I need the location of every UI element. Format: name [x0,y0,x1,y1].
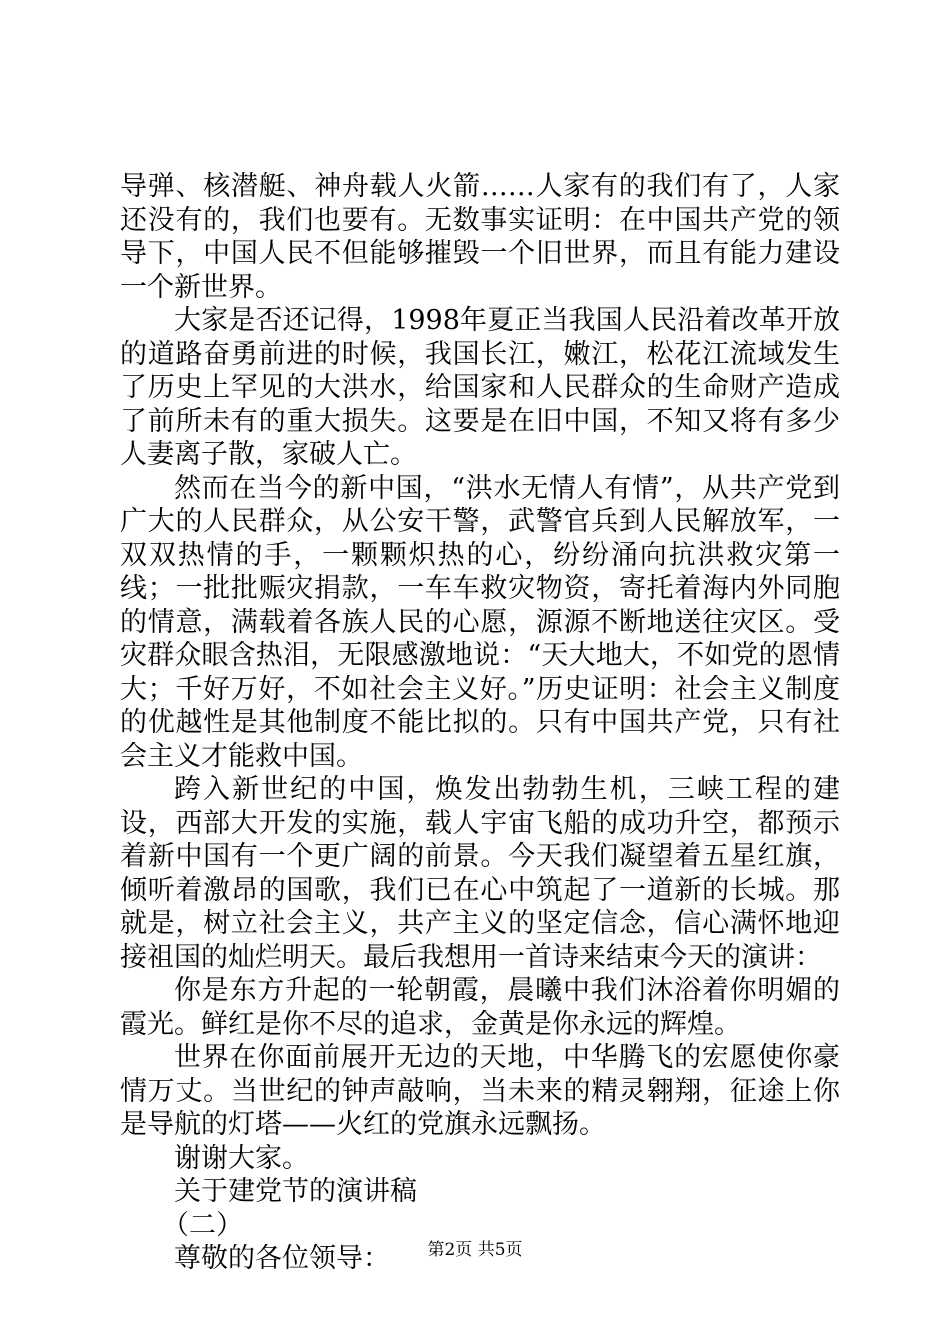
paragraph-6: 世界在你面前展开无边的天地，中华腾飞的宏愿使你豪情万丈。当世纪的钟声敲响，当未来的精灵翱翔，征途上你是导航的灯塔——火红的党旗永远飘扬。 [120,1042,840,1140]
page-footer: 第2页 共5页 [427,1240,523,1260]
document-body [120,170,840,1276]
section-number: （二） [162,1209,243,1241]
paragraph-1: 导弹、核潜艇、神舟载人火箭……人家有的我们有了，人家还没有的，我们也要有。无数事实证明：在中国共产党的领导下，中国人民不但能够摧毁一个旧世界，而且有能力建设一个新世界。 [120,171,840,303]
salutation: 尊敬的各位领导： [174,1243,390,1274]
paragraph-2: 大家是否还记得，1998年夏正当我国人民沿着改革开放的道路奋勇前进的时候，我国长江，嫩江，松花江流域发生了历史上罕见的大洪水，给国家和人民群众的生命财产造成了前所未有的重大损失。这要是在旧中国，不知又将有多少人妻离子散，家破人亡。 [120,305,840,470]
paragraph-4: 跨入新世纪的中国，焕发出勃勃生机，三峡工程的建设，西部大开发的实施，载人宇宙飞船的成功升空，都预示着新中国有一个更广阔的前景。今天我们凝望着五星红旗，倾听着激昂的国歌，我们已在心中筑起了一道新的长城。那就是，树立社会主义，共产主义的坚定信念，信心满怀地迎接祖国的灿烂明天。最后我想用一首诗来结束今天的演讲： [120,774,840,973]
paragraph-5: 你是东方升起的一轮朝霞，晨曦中我们沐浴着你明媚的霞光。鲜红是你不尽的追求，金黄是你永远的辉煌。 [120,975,840,1040]
paragraph-3: 然而在当今的新中国，“洪水无情人有情”，从共产党到广大的人民群众，从公安干警，武警官兵到人民解放军，一双双热情的手，一颗颗炽热的心，纷纷涌向抗洪救灾第一线；一批批赈灾捐款，一车车救灾物资，寄托着海内外同胞的情意，满载着各族人民的心愿，源源不断地送往灾区。受灾群众眼含热泪，无限感激地说：“天大地大，不如党的恩情大；千好万好，不如社会主义好。”历史证明：社会主义制度的优越性是其他制度不能比拟的。只有中国共产党，只有社会主义才能救中国。 [120,472,840,772]
section-title: 关于建党节的演讲稿 [174,1176,417,1207]
closing-thanks: 谢谢大家。 [174,1142,309,1174]
